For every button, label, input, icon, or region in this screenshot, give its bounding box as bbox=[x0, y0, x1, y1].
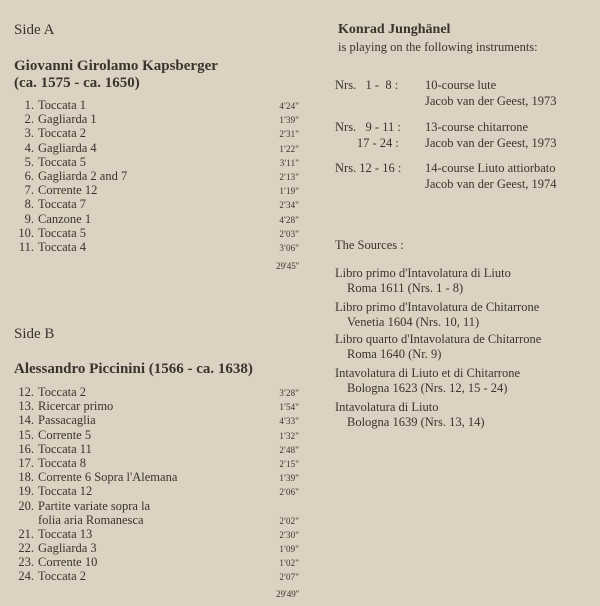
side-b-composer: Alessandro Piccinini (1566 - ca. 1638) bbox=[14, 361, 253, 377]
track-number: 15. bbox=[18, 427, 34, 442]
track-number: 14. bbox=[18, 413, 34, 428]
track-row bbox=[14, 197, 299, 211]
instrument-name: 14-course Liuto attiorbato bbox=[425, 161, 556, 175]
track-number: 11. bbox=[18, 239, 34, 254]
instrument-name: 10-course lute bbox=[425, 78, 497, 92]
track-duration: 2'15'' bbox=[279, 458, 299, 469]
instrument-entry bbox=[335, 120, 597, 152]
source-title: Intavolatura di Liuto bbox=[335, 400, 439, 414]
instrument-nrs-secondary: 17 - 24 : bbox=[335, 136, 399, 150]
instrument-maker: Jacob van der Geest, 1973 bbox=[425, 136, 557, 150]
track-duration: 4'28'' bbox=[279, 214, 299, 225]
source-entry bbox=[335, 332, 541, 362]
instrument-maker: Jacob van der Geest, 1974 bbox=[425, 177, 557, 191]
source-title: Libro primo d'Intavolatura di Liuto bbox=[335, 266, 511, 280]
track-title: Gagliarda 3 bbox=[38, 541, 97, 556]
track-duration: 2'30'' bbox=[279, 529, 299, 540]
performer-name: Konrad Junghänel bbox=[338, 22, 451, 37]
track-title: Toccata 2 bbox=[38, 569, 87, 584]
track-title: Toccata 7 bbox=[38, 197, 87, 212]
source-title: Libro primo d'Intavolatura de Chitarrone bbox=[335, 300, 540, 314]
track-number: 6. bbox=[24, 168, 34, 183]
track-duration: 1'02'' bbox=[279, 558, 299, 569]
track-number: 24. bbox=[18, 569, 34, 584]
track-row bbox=[14, 169, 299, 183]
track-duration: 3'28'' bbox=[279, 388, 299, 398]
track-row bbox=[14, 126, 299, 140]
side-b-track-list bbox=[14, 385, 299, 584]
track-duration: 1'22'' bbox=[279, 143, 299, 154]
instrument-nrs: Nrs. 1 - 8 : bbox=[335, 78, 399, 92]
track-duration: 2'13'' bbox=[279, 171, 299, 182]
source-title: Intavolatura di Liuto et di Chitarrone bbox=[335, 366, 521, 380]
track-title: Gagliarda 4 bbox=[38, 140, 97, 155]
track-row bbox=[14, 226, 299, 240]
track-title: Toccata 2 bbox=[38, 126, 87, 141]
track-row bbox=[14, 527, 299, 541]
track-number: 2. bbox=[24, 112, 34, 127]
track-number: 18. bbox=[18, 470, 34, 485]
track-title: Ricercar primo bbox=[38, 399, 114, 414]
track-row bbox=[14, 442, 299, 456]
track-title: Corrente 5 bbox=[38, 427, 92, 442]
track-duration: 1'09'' bbox=[279, 544, 299, 555]
track-title: Corrente 12 bbox=[38, 183, 98, 198]
track-duration: 2'03'' bbox=[279, 228, 299, 239]
track-title: Toccata 8 bbox=[38, 455, 87, 470]
track-duration: 4'24'' bbox=[279, 101, 299, 111]
instrument-nrs: Nrs. 9 - 11 : bbox=[335, 120, 401, 134]
track-title: Corrente 10 bbox=[38, 555, 98, 570]
source-title: Libro quarto d'Intavolatura de Chitarrone bbox=[335, 332, 542, 346]
track-number: 9. bbox=[24, 211, 34, 226]
track-number: 3. bbox=[24, 126, 34, 141]
track-duration: 2'07'' bbox=[279, 572, 299, 583]
side-b-heading: Side B bbox=[14, 326, 55, 342]
track-number: 10. bbox=[18, 225, 34, 240]
side-b-total: 29'49'' bbox=[276, 589, 299, 599]
track-row bbox=[14, 98, 299, 112]
track-duration: 3'06'' bbox=[279, 242, 299, 253]
track-row bbox=[14, 470, 299, 484]
track-row bbox=[14, 155, 299, 169]
side-a-track-list bbox=[14, 98, 299, 254]
track-row bbox=[14, 499, 299, 527]
track-number: 7. bbox=[24, 183, 34, 198]
track-duration: 2'02'' bbox=[279, 515, 299, 526]
track-title: Toccata 12 bbox=[38, 484, 93, 499]
source-detail: Bologna 1623 (Nrs. 12, 15 - 24) bbox=[347, 381, 508, 395]
track-number: 22. bbox=[18, 541, 34, 556]
track-row bbox=[14, 183, 299, 197]
side-a-heading: Side A bbox=[14, 22, 55, 38]
track-number: 1. bbox=[24, 98, 34, 112]
track-row bbox=[14, 112, 299, 126]
instrument-entry bbox=[335, 161, 597, 193]
source-entry bbox=[335, 400, 485, 430]
track-title: Toccata 5 bbox=[38, 225, 87, 240]
track-row bbox=[14, 212, 299, 226]
side-a-total: 29'45'' bbox=[276, 261, 299, 271]
source-detail: Roma 1611 (Nrs. 1 - 8) bbox=[347, 281, 464, 295]
instrument-maker: Jacob van der Geest, 1973 bbox=[425, 94, 557, 108]
track-duration: 1'19'' bbox=[279, 186, 299, 197]
track-number: 17. bbox=[18, 455, 34, 470]
source-detail: Roma 1640 (Nr. 9) bbox=[347, 347, 442, 361]
track-title: Gagliarda 2 and 7 bbox=[38, 168, 128, 183]
track-title: Toccata 2 bbox=[38, 385, 87, 399]
track-number: 16. bbox=[18, 441, 34, 456]
track-row bbox=[14, 141, 299, 155]
track-duration: 4'33'' bbox=[279, 416, 299, 427]
source-detail: Venetia 1604 (Nrs. 10, 11) bbox=[347, 315, 480, 329]
track-title: Passacaglia bbox=[38, 413, 96, 428]
track-duration: 3'11'' bbox=[279, 157, 299, 168]
track-title: Toccata 1 bbox=[38, 98, 87, 112]
track-number: 21. bbox=[18, 526, 34, 541]
track-duration: 2'06'' bbox=[279, 487, 299, 498]
track-duration: 2'34'' bbox=[279, 200, 299, 211]
track-row bbox=[14, 240, 299, 254]
instrument-nrs: Nrs. 12 - 16 : bbox=[335, 161, 402, 175]
source-detail: Bologna 1639 (Nrs. 13, 14) bbox=[347, 415, 485, 429]
track-title: Canzone 1 bbox=[38, 211, 92, 226]
track-title-continued: folia aria Romanesca bbox=[38, 512, 144, 527]
track-number: 13. bbox=[18, 399, 34, 414]
side-a-composer-name: Giovanni Girolamo Kapsberger bbox=[14, 58, 218, 74]
track-duration: 2'31'' bbox=[279, 129, 299, 140]
track-title: Toccata 4 bbox=[38, 239, 87, 254]
track-duration: 2'48'' bbox=[279, 444, 299, 455]
track-duration: 1'39'' bbox=[279, 473, 299, 484]
performer-subtitle: is playing on the following instruments: bbox=[338, 40, 538, 54]
track-number: 19. bbox=[18, 484, 34, 499]
track-row bbox=[14, 555, 299, 569]
track-title: Toccata 13 bbox=[38, 526, 93, 541]
track-duration: 1'54'' bbox=[279, 402, 299, 413]
sources-title: The Sources : bbox=[335, 238, 404, 252]
source-entry bbox=[335, 366, 520, 396]
track-row bbox=[14, 484, 299, 498]
side-a-composer-dates: (ca. 1575 - ca. 1650) bbox=[14, 75, 140, 91]
track-number: 8. bbox=[24, 197, 34, 212]
track-number: 4. bbox=[24, 140, 34, 155]
track-row bbox=[14, 385, 299, 399]
track-row bbox=[14, 428, 299, 442]
track-title: Gagliarda 1 bbox=[38, 112, 97, 127]
track-number: 23. bbox=[18, 555, 34, 570]
track-duration: 1'39'' bbox=[279, 115, 299, 126]
track-row bbox=[14, 541, 299, 555]
instrument-name: 13-course chitarrone bbox=[425, 120, 529, 134]
track-number: 5. bbox=[24, 154, 34, 169]
track-title: Toccata 5 bbox=[38, 154, 87, 169]
track-row bbox=[14, 569, 299, 583]
track-number: 12. bbox=[18, 385, 34, 399]
track-title: Partite variate sopra la bbox=[38, 498, 151, 513]
track-row bbox=[14, 456, 299, 470]
source-entry bbox=[335, 300, 539, 330]
track-number: 20. bbox=[18, 498, 34, 513]
track-row bbox=[14, 399, 299, 413]
track-title: Corrente 6 Sopra l'Alemana bbox=[38, 470, 178, 485]
track-duration: 1'32'' bbox=[279, 430, 299, 441]
instrument-entry bbox=[335, 78, 597, 110]
track-title: Toccata 11 bbox=[38, 441, 92, 456]
source-entry bbox=[335, 266, 511, 296]
track-row bbox=[14, 413, 299, 427]
